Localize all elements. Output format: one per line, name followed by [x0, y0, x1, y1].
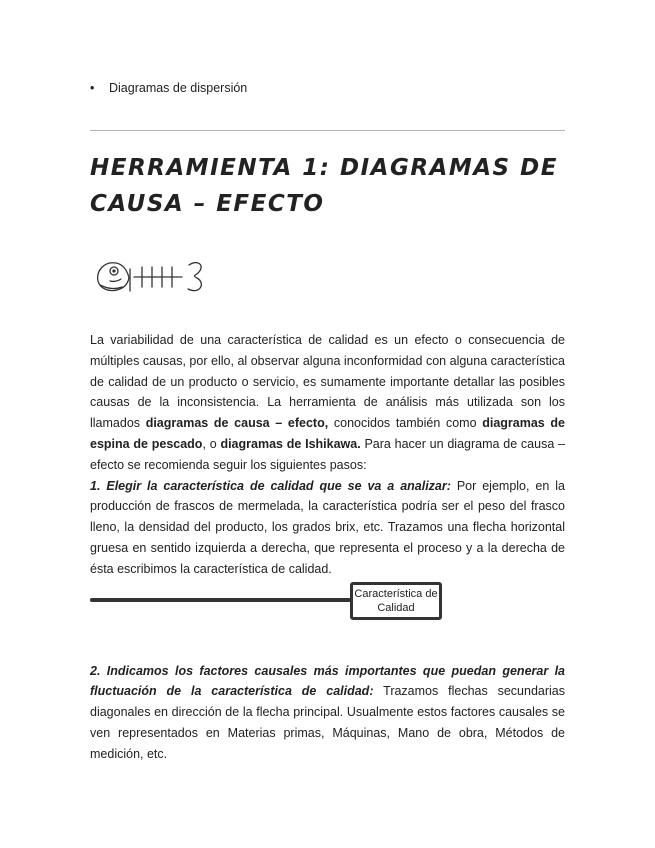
fishbone-sketch-icon	[94, 255, 209, 300]
bullet-list	[90, 79, 247, 97]
box-line-1: Característica de	[354, 588, 438, 600]
section-title: HERRAMIENTA 1: DIAGRAMAS DE CAUSA – EFECTO	[90, 155, 558, 217]
step-2-paragraph	[90, 648, 565, 777]
horizontal-divider	[90, 130, 565, 131]
term-ishikawa: diagramas de Ishikawa.	[220, 436, 361, 451]
intro-text-4: Para hacer un diagrama de causa – efecto se recomienda seguir los siguientes pasos:	[90, 436, 565, 472]
intro-text-1: La variabilidad de una característica de calidad es un efecto o consecuencia de múltiples causas, por ello, al observar alguna inconformidad con alguna característica de calidad de un producto o servicio, es sumamente importante detallar las posibles causas de la inconsistencia. La herramienta de análisis más utilizada son los llamados	[90, 333, 565, 431]
process-arrow	[90, 598, 352, 602]
intro-text-2: conocidos también como	[328, 416, 483, 431]
step-1-paragraph	[90, 476, 565, 580]
box-line-2: Calidad	[377, 602, 415, 614]
step-1-text: Por ejemplo, en la producción de frascos de mermelada, la característica podría ser el peso del frasco lleno, la densidad del producto, los grados brix, etc. Trazamos una flecha horizontal gruesa en sentido izquierda a derecha, que representa el proceso y a la derecha de ésta escribimos la característica de calidad.	[90, 478, 565, 576]
step-2-heading: 2. Indicamos los factores causales más importantes que puedan generar la fluctuación de la característica de calidad:	[90, 663, 565, 699]
quality-characteristic-box	[350, 582, 442, 620]
intro-text-3: , o	[202, 436, 221, 451]
bullet-item: • Diagramas de dispersión	[90, 79, 247, 97]
term-espina-pescado: diagramas de espina de pescado	[90, 416, 566, 451]
step-1-heading: 1. Elegir la característica de calidad que se va a analizar:	[90, 478, 451, 493]
intro-paragraph	[90, 330, 565, 580]
step-2-text: Trazamos flechas secundarias diagonales en dirección de la flecha principal. Usualmente estos factores causales se ven representados en Materias primas, Máquinas, Mano de obra, Métodos de medición, etc.	[90, 684, 566, 761]
term-diagramas-causa-efecto: diagramas de causa – efecto,	[145, 416, 329, 431]
